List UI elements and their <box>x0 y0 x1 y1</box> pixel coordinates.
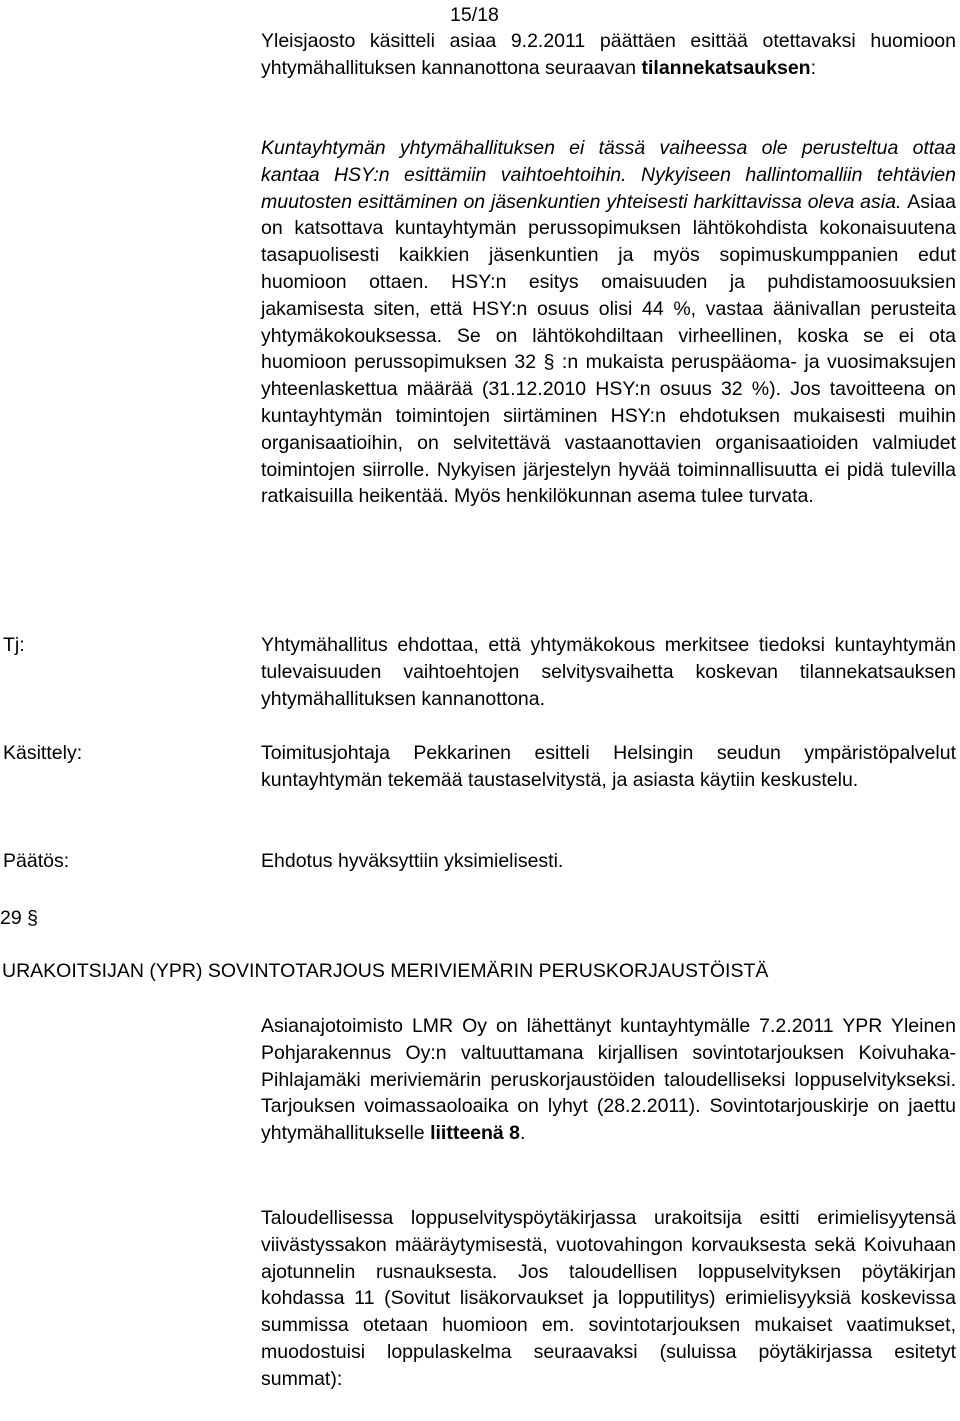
section-symbol: § <box>27 907 38 929</box>
intro-bold: tilannekatsauksen <box>641 56 811 79</box>
intro-end: : <box>810 56 816 79</box>
quote-part-2: Asiaa on katsottava kuntayhtymän perussopimuksen lähtökohdista kokonaisuutena tasapuolisesti kaikkien jäsenkuntien ja myös sopimuskumppanien edut huomioon ottaen. HSY:n esitys omaisuuden ja puhdistamoosuuksien jakamisesta siten, että HSY:n osuus olisi 44 %, vastaa äänivallan perusteita yhtymäkokouksessa. <box>261 190 956 347</box>
paragraph-1 <box>261 1013 956 1147</box>
section-number <box>0 905 38 932</box>
kasittely-label: Käsittely: <box>3 742 83 764</box>
page-number: 15/18 <box>450 4 499 26</box>
paragraph-1-end: . <box>520 1122 526 1145</box>
paatos-text: Ehdotus hyväksyttiin yksimielisesti. <box>261 850 564 872</box>
paragraph-1-bold: liitteenä 8 <box>430 1122 521 1145</box>
tj-label: Tj: <box>3 634 25 656</box>
intro-paragraph <box>261 28 956 82</box>
paatos-label: Päätös: <box>3 850 70 872</box>
intro-text: Yleisjaosto käsitteli asiaa 9.2.2011 päättäen esittää otettavaksi huomioon yhtymähallituksen kannanottona seuraavan <box>261 30 956 79</box>
kasittely-text: Toimitusjohtaja Pekkarinen esitteli Helsingin seudun ympäristöpalvelut kuntayhtymän tekemää taustaselvitystä, ja asiasta käytiin keskustelu. <box>261 742 956 791</box>
tj-text: Yhtymähallitus ehdottaa, että yhtymäkokous merkitsee tiedoksi kuntayhtymän tulevaisuuden vaihtoehtojen selvitysvaihetta koskevan tilannekatsauksen yhtymähallituksen kannanottona. <box>261 634 956 710</box>
quote-part-1: Kuntayhtymän yhtymähallituksen ei tässä vaiheessa ole perusteltua ottaa kantaa HSY:n esittämiin vaihtoehtoihin. Nykyiseen hallintomalliin tehtävien muutosten esittäminen on jäsenkuntien yhteisesti harkittavissa oleva asia. <box>261 137 956 213</box>
section-heading: URAKOITSIJAN (YPR) SOVINTOTARJOUS MERIVIEMÄRIN PERUSKORJAUSTÖISTÄ <box>2 960 769 982</box>
paragraph-2: Taloudellisessa loppuselvityspöytäkirjassa urakoitsija esitti erimielisyytensä viivästyssakon määräytymisestä, vuotovahingon korvauksesta sekä Koivuhaan ajotunnelin rusnauksesta. Jos taloudellisen loppuselvityksen pöytäkirjan kohdassa 11 (Sovitut lisäkorvaukset ja lopputilitys) erimielisyyksiä koskevissa summissa otetaan huomioon em. sovintotarjouksen mukaiset vaatimukset, muodostuisi loppulaskelma seuraavaksi (suluissa pöytäkirjassa esitetyt summat): <box>261 1207 956 1390</box>
paragraph-1-text: Asianajotoimisto LMR Oy on lähettänyt kuntayhtymälle 7.2.2011 YPR Yleinen Pohjarakennus Oy:n valtuuttamana kirjallisen sovintotarjouksen Koivuhaka-Pihlajamäki meriviemärin peruskorjaustöiden taloudelliseksi loppuselvitykseksi. Tarjouksen voimassaoloaika on lyhyt (28.2.2011). Sovintotarjouskirje on jaettu yhtymähallitukselle <box>261 1015 956 1145</box>
section-number-value: 29 <box>0 907 22 929</box>
quote-part-3: Se on lähtökohdiltaan virheellinen, koska se ei ota huomioon perussopimuksen 32 § :n mukaista peruspääoma- ja vuosimaksujen yhteenlaskettua määrää (31.12.2010 HSY:n osuus 32 %). Jos tavoitteena on kuntayhtymän toimintojen siirtäminen HSY:n ehdotuksen mukaisesti muihin organisaatioihin, on selvitettävä vastaanottavien organisaatioiden valmiudet toimintojen siirrolle. Nykyisen järjestelyn hyvää toiminnallisuutta ei pidä tulevilla ratkaisuilla heikentää. Myös henkilökunnan asema tulee turvata. <box>261 324 956 508</box>
quote-paragraph <box>261 135 956 510</box>
